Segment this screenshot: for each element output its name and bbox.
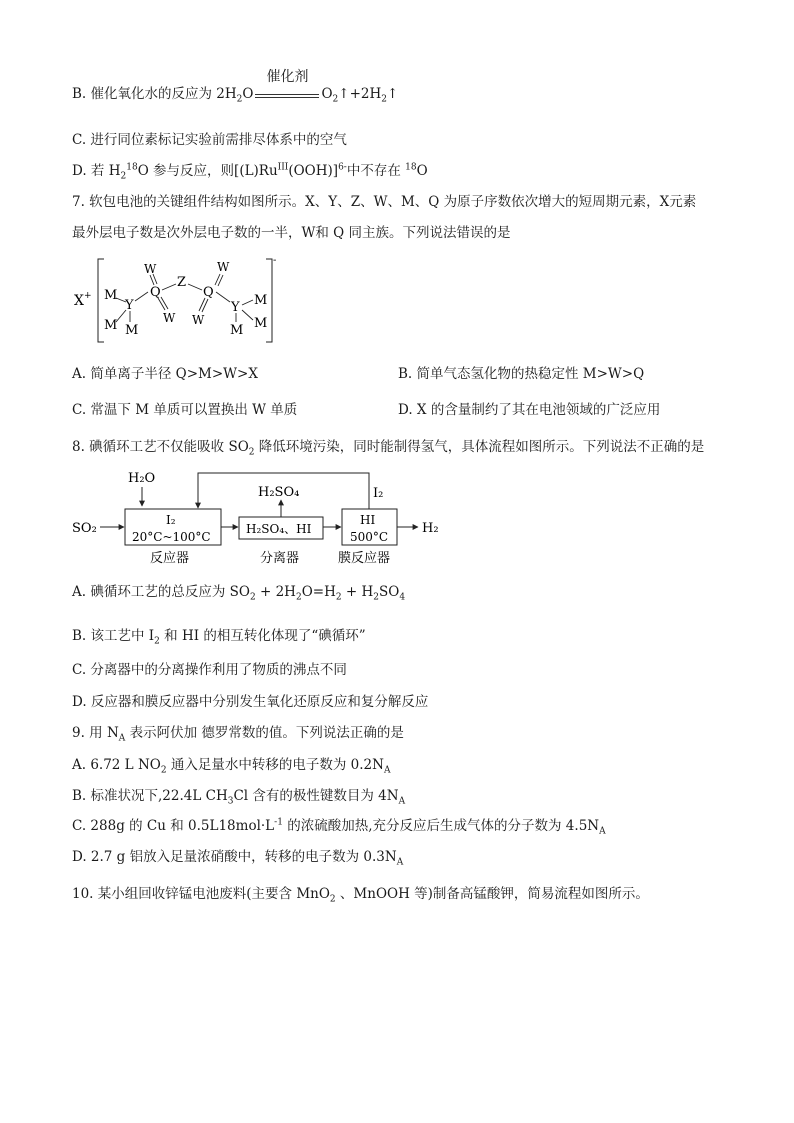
i2-recycle-label: I₂ xyxy=(373,486,384,501)
q10-stem: 10. 某小组回收锌锰电池废料(主要含 MnO$_2$ 、MnOOH 等)制备高锰酸钾，简易流程如图所示。 xyxy=(72,886,649,905)
q9-option-c: C. 288g 的 Cu 和 $0.5L18mol\cdot L^{-1}$ 的浓硫酸加热,充分反应后生成气体的分子数为 $4.5N_A$ xyxy=(72,817,606,837)
atom-m-right-bottom: M xyxy=(254,316,268,331)
h2o-label: H₂O xyxy=(128,471,156,486)
reactor-label: 反应器 xyxy=(150,551,190,566)
atom-w-right-top: W xyxy=(217,260,230,274)
separator-contents: H₂SO₄、HI xyxy=(246,522,312,536)
q9-option-d: D. 2.7 g 铝放入足量浓硝酸中，转移的电子数为 $0.3N_A$ xyxy=(72,849,404,868)
atom-w-left-bottom: W xyxy=(163,311,176,325)
q7-option-a: A. 简单离子半径 Q>M>W>X xyxy=(72,366,258,382)
q6-option-c: C. 进行同位素标记实验前需排尽体系中的空气 xyxy=(72,132,347,148)
q7-structure-diagram xyxy=(70,254,290,350)
q8-flow-diagram xyxy=(70,466,450,570)
catalyst-label: 催化剂 xyxy=(266,68,309,85)
atom-w-left-top: W xyxy=(144,262,157,276)
q9-option-a: A. 6.72 L $NO_2$ 通入足量水中转移的电子数为 $0.2N_A$ xyxy=(72,757,391,776)
atom-x: X xyxy=(74,293,84,309)
atom-y-right: Y xyxy=(231,300,240,315)
q8-stem: 8. 碘循环工艺不仅能吸收 $SO_2$ 降低环境污染，同时能制得氢气，具体流程如图所示。下列说法不正确的是 xyxy=(72,439,705,458)
q9-option-b: B. 标准状况下,22.4L $CH_3Cl$ 含有的极性键数目为 $4N_A$ xyxy=(72,788,406,807)
q9-stem: 9. 用 $N_A$ 表示阿伏加 德罗常数的值。下列说法正确的是 xyxy=(72,725,404,744)
atom-m-left-top: M xyxy=(104,288,118,303)
h2-output-label: H₂ xyxy=(422,521,439,536)
bracket-charge: - xyxy=(273,255,277,266)
atom-m-left-down: M xyxy=(125,323,139,338)
membrane-temp: 500°C xyxy=(350,530,389,544)
q7-stem-line2: 最外层电子数是次外层电子数的一半，W和 Q 同主族。下列说法错误的是 xyxy=(72,225,511,241)
atom-x-charge: + xyxy=(84,291,92,301)
q8-option-b: B. 该工艺中 $I_2$ 和 HI 的相互转化体现了“碘循环” xyxy=(72,628,366,647)
atom-m-left-bottom: M xyxy=(104,318,118,333)
reactor-i2: I₂ xyxy=(166,513,176,527)
q8-option-a: A. 碘循环工艺的总反应为 $SO_2 + 2H_2O=H_2 + H_2SO_4$ xyxy=(72,584,406,603)
h2so4-output-label: H₂SO₄ xyxy=(258,485,300,500)
atom-m-right-top: M xyxy=(254,293,268,308)
atom-m-right-down: M xyxy=(230,323,244,338)
q7-option-b: B. 简单气态氢化物的热稳定性 M>W>Q xyxy=(398,366,645,382)
membrane-hi: HI xyxy=(360,513,376,527)
reactor-temp: 20°C~100°C xyxy=(132,530,211,544)
so2-label: SO₂ xyxy=(72,521,97,536)
atom-y-left: Y xyxy=(125,298,134,313)
atom-q-left: Q xyxy=(150,285,161,300)
catalyst-equals-sign xyxy=(253,68,321,104)
q8-option-d: D. 反应器和膜反应器中分别发生氧化还原反应和复分解反应 xyxy=(72,694,429,710)
separator-label: 分离器 xyxy=(260,551,300,566)
atom-z: Z xyxy=(177,275,187,290)
q6-option-d: D. 若 $H_2^{18}O$ 参与反应，则$[(L)Ru^{III}(OOH)]^{6-}$中不存在 $^{18}$O xyxy=(72,162,428,182)
membrane-reactor-label: 膜反应器 xyxy=(338,551,391,566)
q7-option-c: C. 常温下 M 单质可以置换出 W 单质 xyxy=(72,402,298,418)
q6-option-b: B. 催化氧化水的反应为 $2H_2O$ 催化剂 $O_2↑+2H_2↑$ xyxy=(72,68,399,105)
atom-q-right: Q xyxy=(203,285,214,300)
q7-option-d: D. X 的含量制约了其在电池领域的广泛应用 xyxy=(398,402,661,418)
atom-w-right-bottom: W xyxy=(192,313,205,327)
q7-stem-line1: 7. 软包电池的关键组件结构如图所示。X、Y、Z、W、M、Q 为原子序数依次增大的短周期元素，X元素 xyxy=(72,194,697,210)
q8-option-c: C. 分离器中的分离操作利用了物质的沸点不同 xyxy=(72,662,347,678)
